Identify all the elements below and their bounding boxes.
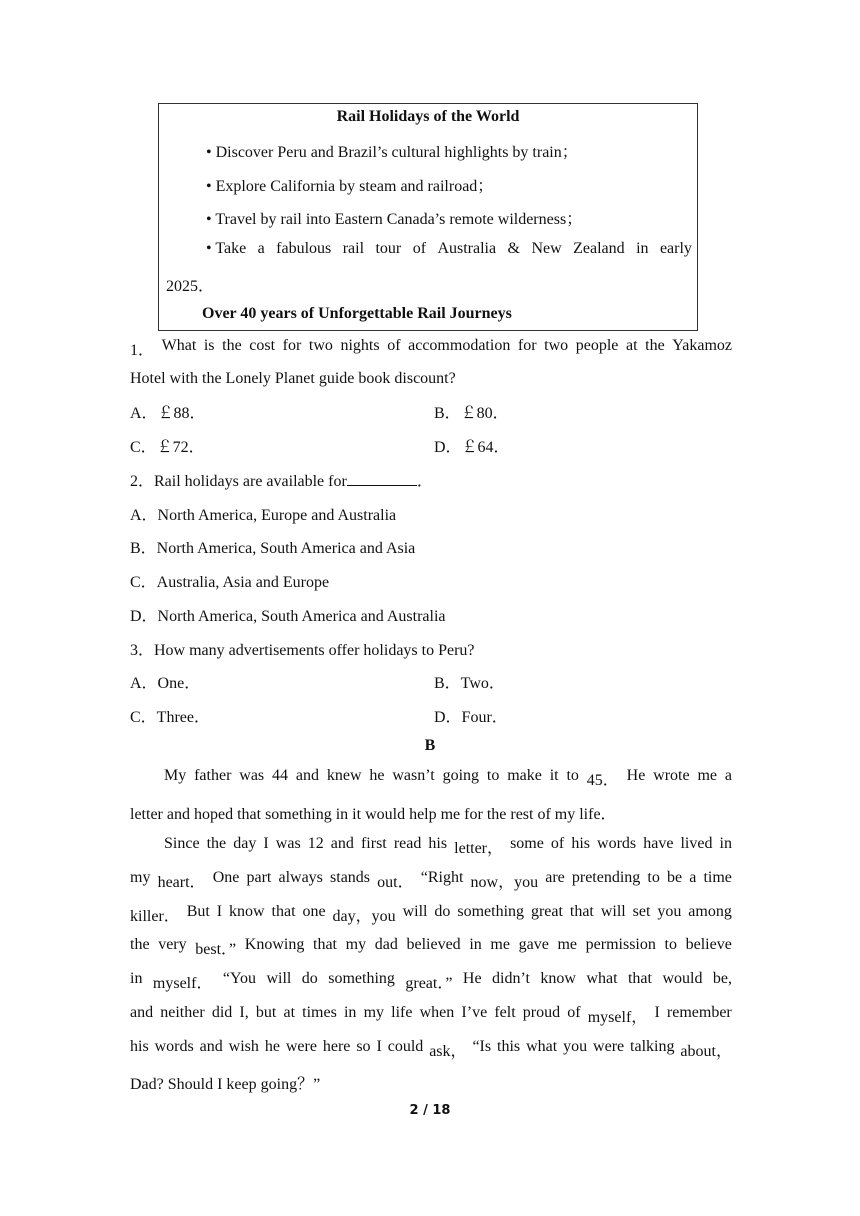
word: wasn’t — [392, 767, 435, 784]
word: were — [285, 1038, 317, 1055]
question-2-stem-end: ． — [416, 473, 433, 490]
word: in — [130, 970, 143, 987]
word: believed — [406, 936, 461, 953]
word: proud — [522, 1004, 561, 1021]
word: of — [550, 835, 565, 852]
ad-bullet-justified — [206, 240, 692, 258]
word: his — [130, 1038, 149, 1055]
passage-line — [164, 767, 732, 790]
word: the — [222, 337, 242, 354]
word: and — [295, 767, 319, 784]
word: my — [345, 936, 367, 953]
question-2-option-b[interactable]: B．North America, South America and Asia — [130, 540, 416, 557]
word: felt — [494, 1004, 516, 1021]
word: do — [434, 903, 451, 920]
word: going — [442, 767, 480, 784]
passage-line: letter and hoped that something in it would help me for the rest of my life． — [130, 806, 617, 823]
question-1-option-d[interactable]: D．￡64． — [434, 439, 510, 456]
word: of — [567, 1004, 581, 1021]
word: do — [301, 970, 318, 987]
word: the — [206, 835, 227, 852]
word: were — [593, 1038, 625, 1055]
word: and — [199, 1038, 223, 1055]
word: life — [391, 1004, 413, 1021]
question-2-stem — [130, 468, 433, 491]
word: times — [302, 1004, 337, 1021]
word: it — [549, 767, 559, 784]
word: 45． — [586, 772, 619, 789]
question-3-option-a[interactable]: A．One． — [130, 675, 201, 692]
word: me — [557, 936, 577, 953]
word: pretending — [571, 869, 641, 886]
word: and — [130, 1004, 154, 1021]
word: his — [428, 835, 448, 852]
word: great．” — [405, 975, 453, 992]
word: “Right — [420, 869, 464, 886]
word: time — [703, 869, 732, 886]
word: could — [387, 1038, 424, 1055]
word: “Is — [472, 1038, 492, 1055]
word: ask， — [429, 1043, 467, 1060]
passage-line: Dad? Should I keep going？” — [130, 1076, 321, 1093]
word: me — [490, 936, 510, 953]
question-1-option-b[interactable]: B．￡80． — [434, 405, 509, 422]
word: killer． — [130, 908, 180, 925]
word: of — [412, 240, 427, 257]
word: fabulous — [276, 240, 332, 257]
passage-line — [130, 869, 732, 892]
word: Yakamoz — [672, 337, 732, 354]
question-3-option-d[interactable]: D．Four． — [434, 709, 508, 726]
word: was — [275, 835, 301, 852]
word: in — [719, 835, 732, 852]
word: I — [263, 835, 269, 852]
word: a — [724, 767, 732, 784]
word: would — [662, 970, 703, 987]
passage-line — [130, 970, 732, 993]
word: What — [161, 337, 197, 354]
word: here — [322, 1038, 351, 1055]
word: Zealand — [573, 240, 625, 257]
word: know — [540, 970, 576, 987]
word: you — [563, 1038, 588, 1055]
word: rail — [342, 240, 365, 257]
word: and — [330, 835, 354, 852]
answer-blank — [347, 471, 417, 486]
word: & — [507, 240, 520, 257]
ad-bullet-continuation: 2025． — [166, 278, 215, 295]
word: that — [627, 970, 652, 987]
word: lived — [680, 835, 713, 852]
word: great — [530, 903, 563, 920]
word: that — [271, 903, 296, 920]
ad-footer: Over 40 years of Unforgettable Rail Journeys — [202, 305, 512, 322]
word: day，you — [332, 908, 396, 925]
word: accommodation — [408, 337, 511, 354]
word: “You — [222, 970, 256, 987]
word: his — [571, 835, 590, 852]
word: myself． — [152, 975, 213, 992]
word: words — [154, 1038, 194, 1055]
word: I — [654, 1004, 660, 1021]
question-3-option-c[interactable]: C．Three． — [130, 709, 210, 726]
question-1-option-c[interactable]: C．￡72． — [130, 439, 205, 456]
word: remember — [666, 1004, 732, 1021]
word: words — [597, 835, 637, 852]
word: Knowing — [244, 936, 305, 953]
passage-line — [130, 1038, 732, 1061]
word: be, — [712, 970, 732, 987]
word: set — [632, 903, 651, 920]
word: but — [255, 1004, 277, 1021]
question-1-stem-line-2: Hotel with the Lonely Planet guide book discount? — [130, 370, 456, 387]
word: heart． — [157, 874, 206, 891]
word: of — [387, 337, 401, 354]
word: stands — [330, 869, 371, 886]
word: a — [257, 240, 265, 257]
passage-line — [164, 835, 732, 858]
word: at — [283, 1004, 296, 1021]
word: out． — [377, 874, 414, 891]
ad-bullet: • Discover Peru and Brazil’s cultural highlights by train； — [206, 144, 578, 161]
word: knew — [326, 767, 362, 784]
word: you — [657, 903, 682, 920]
section-heading: B — [424, 737, 436, 754]
word: permission — [585, 936, 656, 953]
word: he — [264, 1038, 280, 1055]
word: first — [360, 835, 387, 852]
word: He — [462, 970, 482, 987]
word: did — [211, 1004, 233, 1021]
word: for — [517, 337, 537, 354]
word: two — [308, 337, 333, 354]
question-1-stem-line-1 — [130, 337, 732, 360]
ad-bullet: • Travel by rail into Eastern Canada’s remote wilderness； — [206, 211, 583, 228]
word: have — [643, 835, 674, 852]
question-2-option-d[interactable]: D．North America, South America and Australia — [130, 608, 446, 625]
word: one — [302, 903, 326, 920]
passage-line — [130, 903, 732, 926]
word: was — [239, 767, 265, 784]
word: the — [130, 936, 150, 953]
word: I, — [239, 1004, 249, 1021]
word: One — [212, 869, 240, 886]
word: gave — [518, 936, 549, 953]
word: 44 — [272, 767, 289, 784]
word: very — [158, 936, 187, 953]
word: wish — [228, 1038, 259, 1055]
ad-bullet: • Explore California by steam and railroad； — [206, 178, 494, 195]
word: in — [469, 936, 482, 953]
word: didn’t — [492, 970, 530, 987]
word: will — [402, 903, 428, 920]
word: day — [233, 835, 257, 852]
word: Since — [164, 835, 200, 852]
word: among — [688, 903, 732, 920]
word: read — [393, 835, 422, 852]
passage-line — [130, 1004, 732, 1027]
word: will — [600, 903, 626, 920]
ad-title: Rail Holidays of the World — [336, 108, 520, 125]
word: in — [343, 1004, 357, 1021]
word: father — [194, 767, 232, 784]
word: what — [526, 1038, 558, 1055]
passage-line — [130, 936, 732, 959]
word: • Take — [206, 240, 247, 257]
word: letter， — [454, 840, 504, 857]
word: for — [282, 337, 302, 354]
word: that — [569, 903, 594, 920]
word: early — [659, 240, 692, 257]
word: will — [266, 970, 292, 987]
word: I’ve — [461, 1004, 488, 1021]
word: be — [667, 869, 683, 886]
word: in — [636, 240, 649, 257]
word: to — [566, 767, 579, 784]
word: believe — [685, 936, 732, 953]
word: this — [497, 1038, 521, 1055]
word: so — [356, 1038, 371, 1055]
word: know — [229, 903, 265, 920]
question-1-option-a[interactable]: A．￡88． — [130, 405, 206, 422]
word: something — [457, 903, 525, 920]
question-2-text: 2．Rail holidays are available for — [130, 473, 347, 490]
word: dad — [374, 936, 398, 953]
word: cost — [249, 337, 276, 354]
word: my — [363, 1004, 385, 1021]
word: But — [186, 903, 210, 920]
question-3-option-b[interactable]: B．Two． — [434, 675, 505, 692]
word: part — [246, 869, 272, 886]
word: now，you — [470, 874, 539, 891]
word: the — [645, 337, 665, 354]
word: make — [507, 767, 542, 784]
page-number: 2 / 18 — [409, 1103, 451, 1118]
word: when — [419, 1004, 455, 1021]
word: are — [545, 869, 565, 886]
word: My — [164, 767, 187, 784]
word: he — [369, 767, 385, 784]
word: wrote — [653, 767, 690, 784]
word: best．” — [195, 941, 237, 958]
word: He — [626, 767, 646, 784]
advertisement-box — [158, 103, 698, 331]
word: nights — [340, 337, 380, 354]
word: tour — [375, 240, 402, 257]
word: what — [586, 970, 618, 987]
word: a — [689, 869, 697, 886]
word: about， — [680, 1043, 732, 1060]
word: at — [626, 337, 638, 354]
word: is — [203, 337, 215, 354]
word: something — [328, 970, 395, 987]
word: Australia — [437, 240, 497, 257]
word: some — [510, 835, 544, 852]
word: people — [575, 337, 619, 354]
word: I — [216, 903, 223, 920]
word: always — [278, 869, 323, 886]
word: 1． — [130, 342, 155, 359]
word: neither — [160, 1004, 205, 1021]
question-2-option-a[interactable]: A．North America, Europe and Australia — [130, 507, 397, 524]
question-3-stem: 3．How many advertisements offer holidays to Peru? — [130, 642, 475, 659]
word: me — [697, 767, 717, 784]
word: New — [531, 240, 562, 257]
word: my — [130, 869, 151, 886]
word: to — [647, 869, 660, 886]
word: I — [376, 1038, 382, 1055]
word: myself， — [587, 1009, 648, 1026]
word: to — [664, 936, 677, 953]
word: 12 — [307, 835, 324, 852]
word: to — [486, 767, 500, 784]
word: that — [313, 936, 337, 953]
question-2-option-c[interactable]: C．Australia, Asia and Europe — [130, 574, 330, 591]
word: two — [544, 337, 569, 354]
word: talking — [630, 1038, 675, 1055]
